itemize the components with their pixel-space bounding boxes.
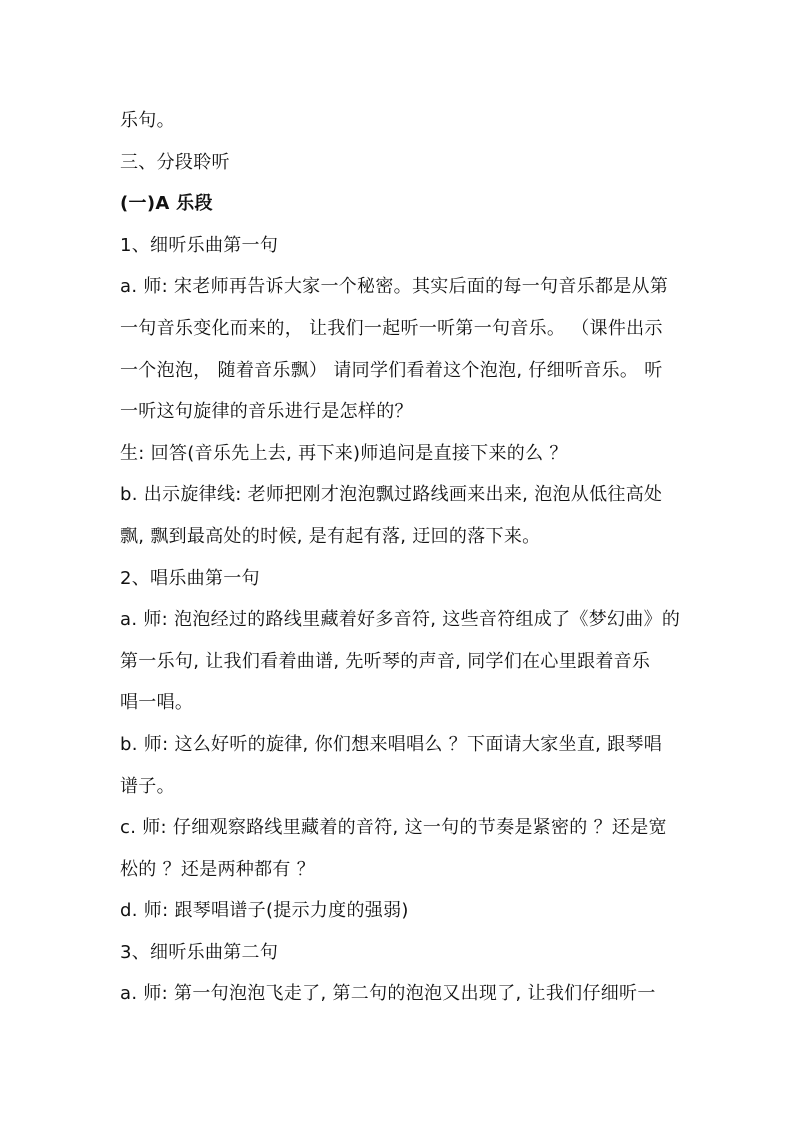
- section-heading: 三、分段聆听: [120, 151, 230, 173]
- text-line: b. 出示旋律线: 老师把刚才泡泡飘过路线画来出来, 泡泡从低往高处: [120, 484, 663, 506]
- text-line: 生: 回答(音乐先上去, 再下来)师追问是直接下来的么 ？: [120, 442, 568, 464]
- text-line: 乐句。: [120, 110, 175, 131]
- text-line: c. 师: 仔细观察路线里藏着的音符, 这一句的节奏是紧密的 ？还是宽: [120, 817, 667, 839]
- text-line: a. 师: 宋老师再告诉大家一个秘密。其实后面的每一句音乐都是从第: [120, 276, 669, 298]
- text-line: d. 师: 跟琴唱谱子(提示力度的强弱): [120, 900, 409, 922]
- text-line: 唱一唱。: [120, 692, 194, 714]
- subsection-heading: (一)A 乐段: [120, 193, 213, 215]
- text-line: 松的 ？还是两种都有 ？: [120, 858, 316, 880]
- step-heading: 3、细听乐曲第二句: [120, 941, 279, 963]
- step-heading: 2、唱乐曲第一句: [120, 567, 260, 589]
- text-line: 第一乐句, 让我们看着曲谱, 先听琴的声音, 同学们在心里跟着音乐: [120, 650, 651, 672]
- text-line: a. 师: 泡泡经过的路线里藏着好多音符, 这些音符组成了《梦幻曲》的: [120, 609, 680, 631]
- text-line: 谱子。: [120, 775, 175, 797]
- text-line: 一句音乐变化而来的， 让我们一起听一听第一句音乐。 （课件出示: [120, 317, 663, 339]
- text-line: b. 师: 这么好听的旋律, 你们想来唱唱么 ？下面请大家坐直, 跟琴唱: [120, 733, 663, 755]
- step-heading: 1、细听乐曲第一句: [120, 234, 279, 256]
- document-body: [120, 100, 680, 1015]
- text-line: a. 师: 第一句泡泡飞走了, 第二句的泡泡又出现了, 让我们仔细听一: [120, 983, 656, 1005]
- text-line: 一听这句旋律的音乐进行是怎样的？: [120, 401, 413, 423]
- text-line: 一个泡泡， 随着音乐飘） 请同学们看着这个泡泡, 仔细听音乐。 听: [120, 359, 663, 381]
- text-line: 飘, 飘到最高处的时候, 是有起有落, 迂回的落下来。: [120, 525, 541, 547]
